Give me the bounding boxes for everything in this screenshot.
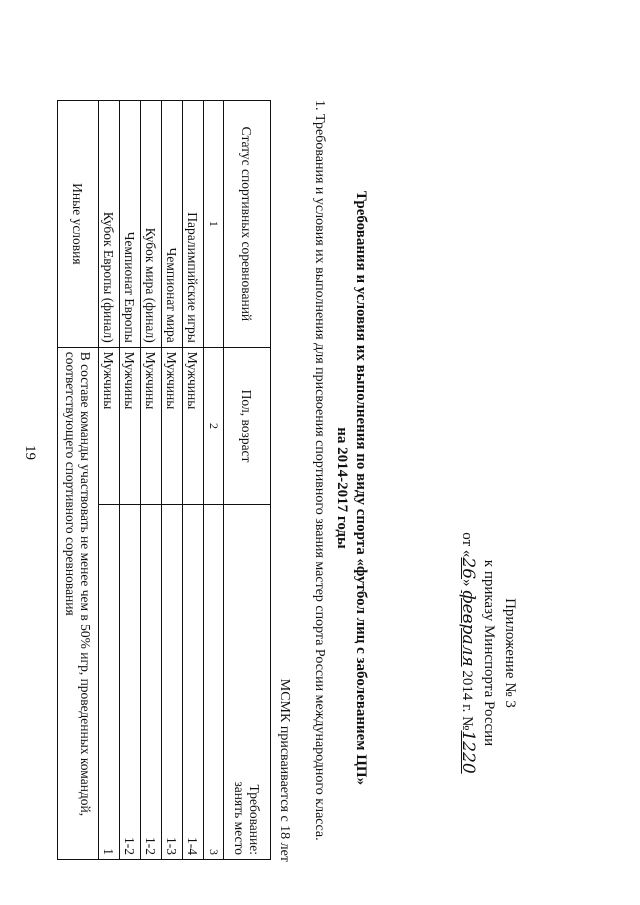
place-cell: 1-2 [141, 505, 162, 860]
table-row [120, 101, 141, 860]
appendix-date: от «26» февраля 2014 г. №1220 [458, 532, 478, 774]
table-header-row [224, 101, 271, 860]
sex-cell: Мужчины [183, 347, 204, 505]
handwritten-month: февраля [458, 590, 478, 667]
table-row [99, 101, 120, 860]
intro-paragraph: 1. Требования и условия их выполнения для присвоения спортивного звания мастер спорта России международного класса. [312, 100, 327, 841]
status-cell: Чемпионат мира [162, 101, 183, 348]
place-cell: 1 [99, 505, 120, 860]
column-number-row [204, 101, 224, 860]
appendix-order: к приказу Минспорта России [481, 559, 497, 747]
handwritten-day: 26 [458, 557, 478, 580]
mcmk-note: МСМК присваивается с 18 лет [277, 678, 292, 862]
document-title: Требования и условия их выполнения по виду спорта «футбол лиц с заболеванием ЦП» на 2014-2017 годы [334, 190, 369, 786]
status-cell: Кубок Европы (финал) [99, 101, 120, 348]
handwritten-number: 1220 [458, 730, 478, 774]
place-cell: 1-4 [183, 505, 204, 860]
document-body [40, 78, 520, 898]
column-number: 1 [204, 101, 224, 348]
status-cell: Чемпионат Европы [120, 101, 141, 348]
page-number: 19 [22, 445, 38, 460]
status-cell: Кубок мира (финал) [141, 101, 162, 348]
appendix-title: Приложение № 3 [502, 598, 518, 708]
header-sex-age: Пол, возраст [224, 347, 271, 505]
requirements-table [57, 100, 271, 860]
other-label: Иные условия [58, 101, 99, 348]
status-cell: Паралимпийские игры [183, 101, 204, 348]
column-number: 2 [204, 347, 224, 505]
header-requirement: Требование: занять место [224, 505, 271, 860]
sex-cell: Мужчины [99, 347, 120, 505]
table-row [183, 101, 204, 860]
sex-cell: Мужчины [141, 347, 162, 505]
sex-cell: Мужчины [162, 347, 183, 505]
table-row [141, 101, 162, 860]
place-cell: 1-3 [162, 505, 183, 860]
appendix-header [456, 473, 520, 833]
header-status: Статус спортивных соревнований [224, 101, 271, 348]
table-row-other [58, 101, 99, 860]
column-number: 3 [204, 505, 224, 860]
table-row [162, 101, 183, 860]
place-cell: 1-2 [120, 505, 141, 860]
sex-cell: Мужчины [120, 347, 141, 505]
other-conditions: В составе команды участвовать не менее чем в 50% игр, проведенных командой, соответствующего спортивного соревнования [58, 347, 99, 859]
